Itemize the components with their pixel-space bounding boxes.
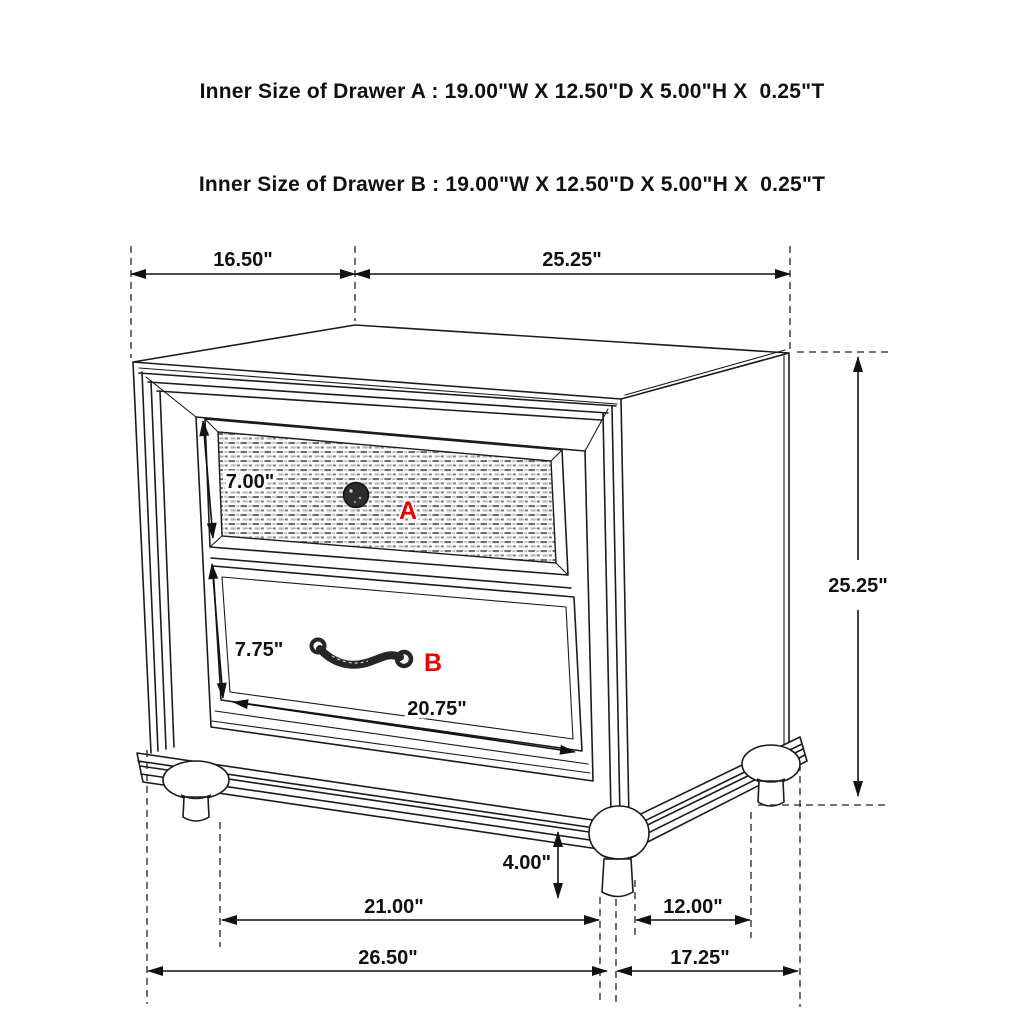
dim-top-right	[355, 249, 790, 274]
dim-drawer-b-width-label: 20.75"	[407, 698, 467, 720]
dim-leg-height-label: 4.00"	[502, 852, 551, 874]
dim-height	[828, 357, 888, 796]
base-molding	[137, 737, 807, 853]
dim-drawer-a-height-label: 7.00"	[225, 471, 275, 493]
legs	[163, 745, 800, 897]
dim-overall-depth	[617, 947, 798, 971]
drawer-a-inner-size-text: Inner Size of Drawer A : 19.00"W X 12.50"D X 5.00"H X 0.25"T	[199, 80, 825, 103]
dim-front-leg-span-label: 21.00"	[364, 896, 424, 918]
construction-lines	[131, 246, 890, 1007]
dim-top-left-label: 16.50"	[213, 249, 273, 271]
dim-front-leg-span	[222, 896, 599, 920]
dim-drawer-b-width	[233, 698, 575, 752]
front-frame-left-molding	[133, 362, 174, 753]
drawer-a-cane-panel	[218, 432, 556, 563]
front-right-leg	[589, 806, 649, 897]
frame-miter-lines	[146, 377, 608, 451]
dim-overall-depth-label: 17.25"	[670, 947, 730, 969]
dim-side-leg-span	[636, 896, 750, 920]
drawer-b-letter: B	[423, 649, 443, 677]
dim-side-leg-span-label: 12.00"	[663, 896, 723, 918]
frame-bottom-lip	[212, 711, 590, 773]
dim-height-label: 25.25"	[828, 575, 888, 597]
front-frame-right-column	[603, 399, 629, 820]
dim-overall-width	[148, 947, 607, 971]
drawer-a-letter: A	[398, 497, 418, 525]
dim-overall-width-label: 26.50"	[358, 947, 418, 969]
drawer-b-handle	[312, 640, 412, 667]
drawer-b-inner-size-text: Inner Size of Drawer B : 19.00"W X 12.50"D X 5.00"H X 0.25"T	[198, 173, 826, 196]
dim-drawer-b-height-label: 7.75"	[234, 639, 284, 661]
cabinet-line-art	[133, 325, 807, 897]
drawer-divider-rail	[211, 558, 571, 588]
front-left-leg	[163, 761, 229, 821]
dim-top-right-label: 25.25"	[542, 249, 602, 271]
drawer-a	[205, 419, 568, 575]
back-right-leg	[742, 745, 800, 806]
drawer-a-knob	[344, 483, 369, 508]
dim-top-left	[131, 249, 355, 274]
